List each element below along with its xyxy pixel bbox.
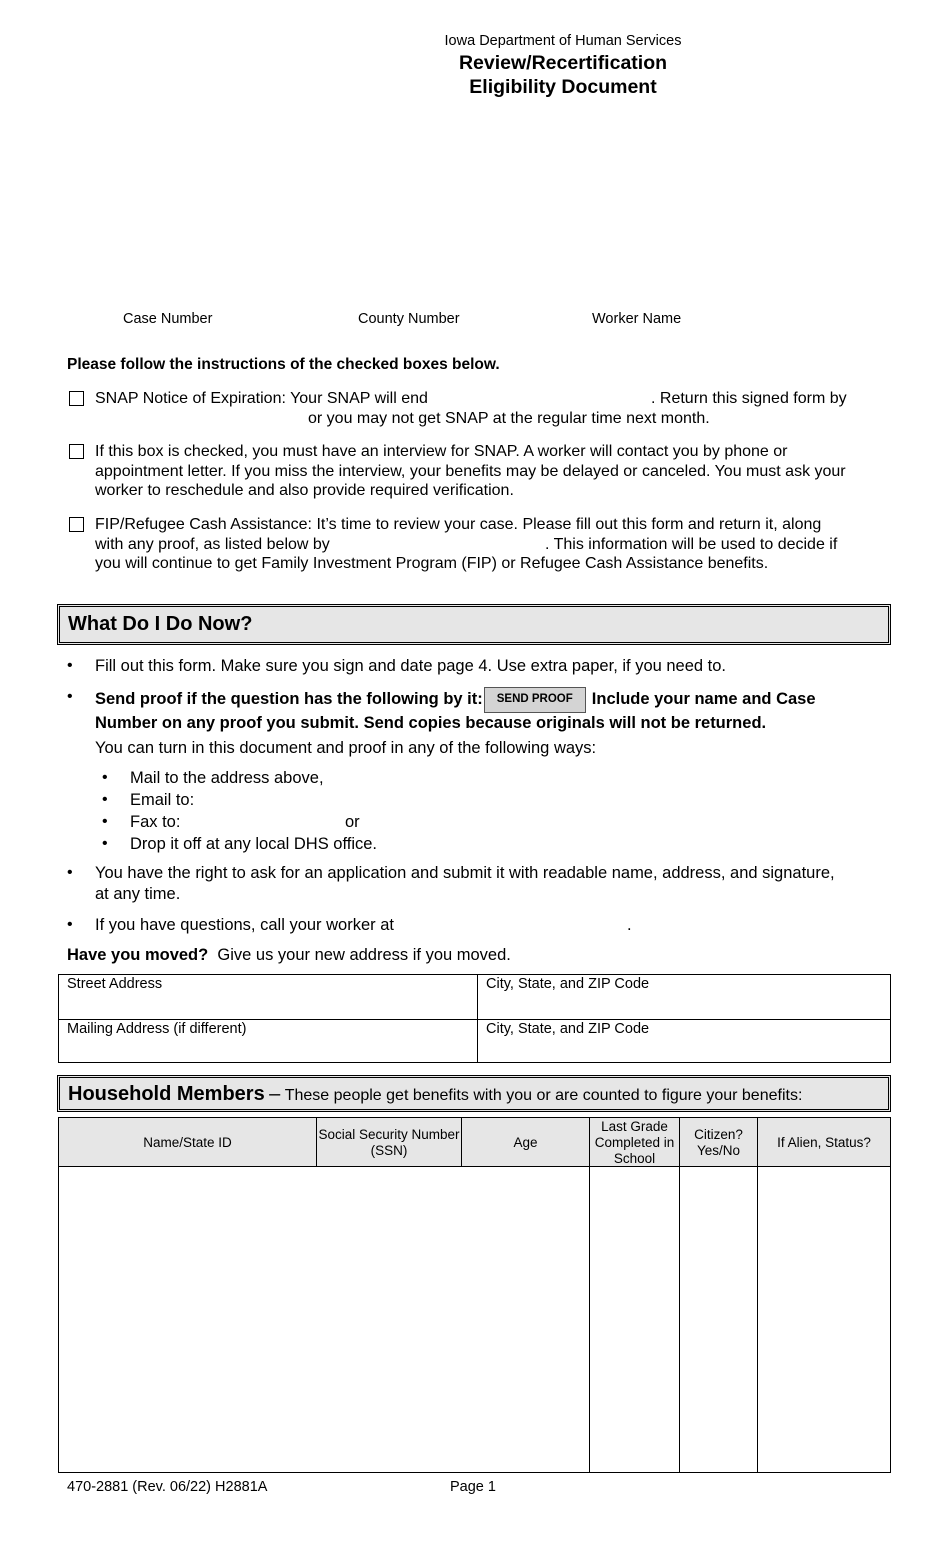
what-do-i-do-heading: What Do I Do Now? <box>68 613 253 635</box>
questions-period: . <box>627 916 632 934</box>
household-subtext: These people get benefits with you or are counted to figure your benefits: <box>284 1087 803 1104</box>
snap-expiration-checkbox[interactable] <box>69 391 84 406</box>
household-entry-area[interactable] <box>59 1167 589 1472</box>
mailing-city-state-zip-label: City, State, and ZIP Code <box>486 1021 650 1037</box>
mailing-city-state-zip-field[interactable] <box>486 1021 886 1061</box>
bullet-dot: • <box>102 791 108 808</box>
bullet-dot: • <box>102 813 108 830</box>
send-proof-button[interactable]: SEND PROOF <box>484 687 586 713</box>
interview-text: If this box is checked, you must have an interview for SNAP. A worker will contact you by phone or appointment letter. If you miss the interview, your benefits may be delayed or canceled. You must ask your worker to reschedule and also provide required verification. <box>95 443 846 499</box>
fip-line3: you will continue to get Family Investment Program (FIP) or Refugee Cash Assistance benefits. <box>95 555 769 572</box>
form-title <box>0 51 950 99</box>
send-proof-intro: Send proof if the question has the following by it: <box>95 690 483 708</box>
instructions-heading: Please follow the instructions of the checked boxes below. <box>67 356 500 373</box>
bullet-right-to-ask: You have the right to ask for an application and submit it with readable name, address, and signature, at any time. <box>95 864 835 903</box>
snap-expiration-text <box>95 389 885 428</box>
city-state-zip-field[interactable] <box>486 976 886 1016</box>
col-name-state-id: Name/State ID <box>59 1118 317 1167</box>
snap-line1a: SNAP Notice of Expiration: Your SNAP will end <box>95 390 428 407</box>
street-address-field[interactable] <box>67 976 472 1016</box>
bullet-dot: • <box>102 769 108 786</box>
address-table <box>58 974 891 1063</box>
bullet-dot: • <box>102 835 108 852</box>
form-title-line1: Review/Recertification <box>458 52 668 74</box>
way-email: Email to: <box>130 791 195 809</box>
city-state-zip-label: City, State, and ZIP Code <box>486 976 650 992</box>
send-proof-line2: Number on any proof you submit. Send copies because originals will not be returned. <box>95 713 767 732</box>
form-number: 470-2881 (Rev. 06/22) H2881A <box>67 1479 268 1495</box>
county-number-label: County Number <box>358 311 460 327</box>
bullet-fill-form: Fill out this form. Make sure you sign and date page 4. Use extra paper, if you need to. <box>95 657 727 675</box>
col-last-grade: Last Grade Completed in School <box>590 1118 680 1167</box>
fax-or: or <box>345 813 360 831</box>
way-dropoff: Drop it off at any local DHS office. <box>130 835 378 853</box>
turn-in-text: You can turn in this document and proof in any of the following ways: <box>95 739 597 757</box>
col-ssn: Social Security Number (SSN) <box>317 1118 462 1167</box>
form-title-line2: Eligibility Document <box>469 76 657 98</box>
fip-text <box>95 515 885 574</box>
moved-prompt <box>67 945 511 966</box>
bullet-dot: • <box>67 864 73 881</box>
col-alien-status: If Alien, Status? <box>777 1134 871 1150</box>
household-table <box>58 1117 891 1473</box>
way-fax: Fax to: <box>130 813 181 831</box>
fip-line1: FIP/Refugee Cash Assistance: It’s time to review your case. Please fill out this form and return it, along <box>95 516 822 533</box>
snap-line2: or you may not get SNAP at the regular time next month. <box>308 409 710 427</box>
what-do-i-do-header <box>57 604 891 645</box>
interview-checkbox[interactable] <box>69 444 84 459</box>
snap-line1b: . Return this signed form by <box>651 390 847 407</box>
household-heading: Household Members <box>68 1083 265 1105</box>
moved-bold: Have you moved? <box>67 946 209 964</box>
fip-checkbox[interactable] <box>69 517 84 532</box>
worker-name-label: Worker Name <box>592 311 682 327</box>
col-citizen: Citizen? Yes/No <box>680 1118 758 1167</box>
bullet-questions: If you have questions, call your worker at <box>95 916 394 934</box>
household-header <box>57 1075 891 1112</box>
case-number-label: Case Number <box>123 311 213 327</box>
bullet-dot: • <box>67 688 73 705</box>
moved-text: Give us your new address if you moved. <box>217 946 511 964</box>
mailing-address-label: Mailing Address (if different) <box>67 1021 247 1037</box>
col-age: Age <box>462 1118 590 1167</box>
fip-line2b: . This information will be used to decide if <box>545 535 838 553</box>
way-mail: Mail to the address above, <box>130 769 324 787</box>
fip-line2a: with any proof, as listed below by <box>95 535 330 553</box>
send-proof-include: Include your name and Case <box>591 690 816 708</box>
bullet-send-proof <box>95 687 895 733</box>
street-address-label: Street Address <box>67 976 163 992</box>
agency-name: Iowa Department of Human Services <box>444 33 682 49</box>
bullet-dot: • <box>67 657 73 674</box>
page-number: Page 1 <box>450 1479 496 1495</box>
household-dash: – <box>269 1083 281 1105</box>
mailing-address-field[interactable] <box>67 1021 472 1061</box>
bullet-dot: • <box>67 916 73 933</box>
